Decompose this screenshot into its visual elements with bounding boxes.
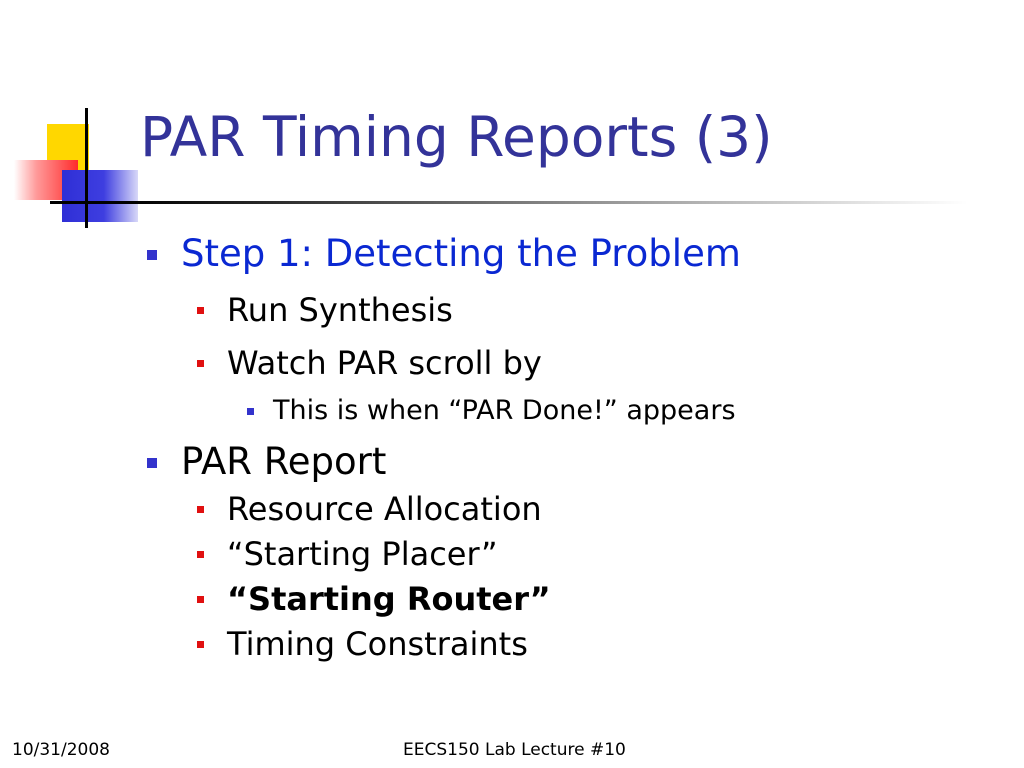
bullet-item: [227, 535, 498, 573]
square-bullet-icon: [197, 551, 204, 558]
square-bullet-icon: [197, 506, 204, 513]
bullet-text: Watch PAR scroll by: [227, 344, 542, 382]
square-bullet-icon: [197, 360, 204, 367]
bullet-text: “Starting Router”: [227, 580, 551, 618]
footer-title: EECS150 Lab Lecture #10: [403, 740, 626, 760]
bullet-item: [227, 625, 528, 663]
bullet-text: Timing Constraints: [227, 625, 528, 663]
footer-date: 10/31/2008: [12, 740, 110, 760]
logo-vertical-line: [85, 108, 88, 228]
bullet-text: PAR Report: [181, 440, 387, 483]
square-bullet-icon: [197, 641, 204, 648]
bullet-text: Resource Allocation: [227, 490, 542, 528]
bullet-item: [227, 291, 453, 329]
bullet-text: This is when “PAR Done!” appears: [273, 395, 736, 426]
slide-title: PAR Timing Reports (3): [140, 105, 773, 169]
bullet-item: [227, 490, 542, 528]
bullet-text: Step 1: Detecting the Problem: [181, 232, 741, 275]
bullet-item: [227, 580, 551, 618]
square-bullet-icon: [247, 408, 254, 415]
bullet-text: “Starting Placer”: [227, 535, 498, 573]
bullet-item: [273, 397, 736, 424]
bullet-item: [181, 232, 741, 275]
square-bullet-icon: [197, 596, 204, 603]
bullet-item: [227, 344, 542, 382]
bullet-text: Run Synthesis: [227, 291, 453, 329]
slide-logo-icon: [0, 0, 150, 240]
logo-blue-square: [62, 170, 138, 222]
bullet-item: [181, 440, 387, 483]
square-bullet-icon: [147, 250, 157, 260]
square-bullet-icon: [197, 307, 204, 314]
square-bullet-icon: [147, 458, 157, 468]
title-underline: [88, 201, 968, 204]
